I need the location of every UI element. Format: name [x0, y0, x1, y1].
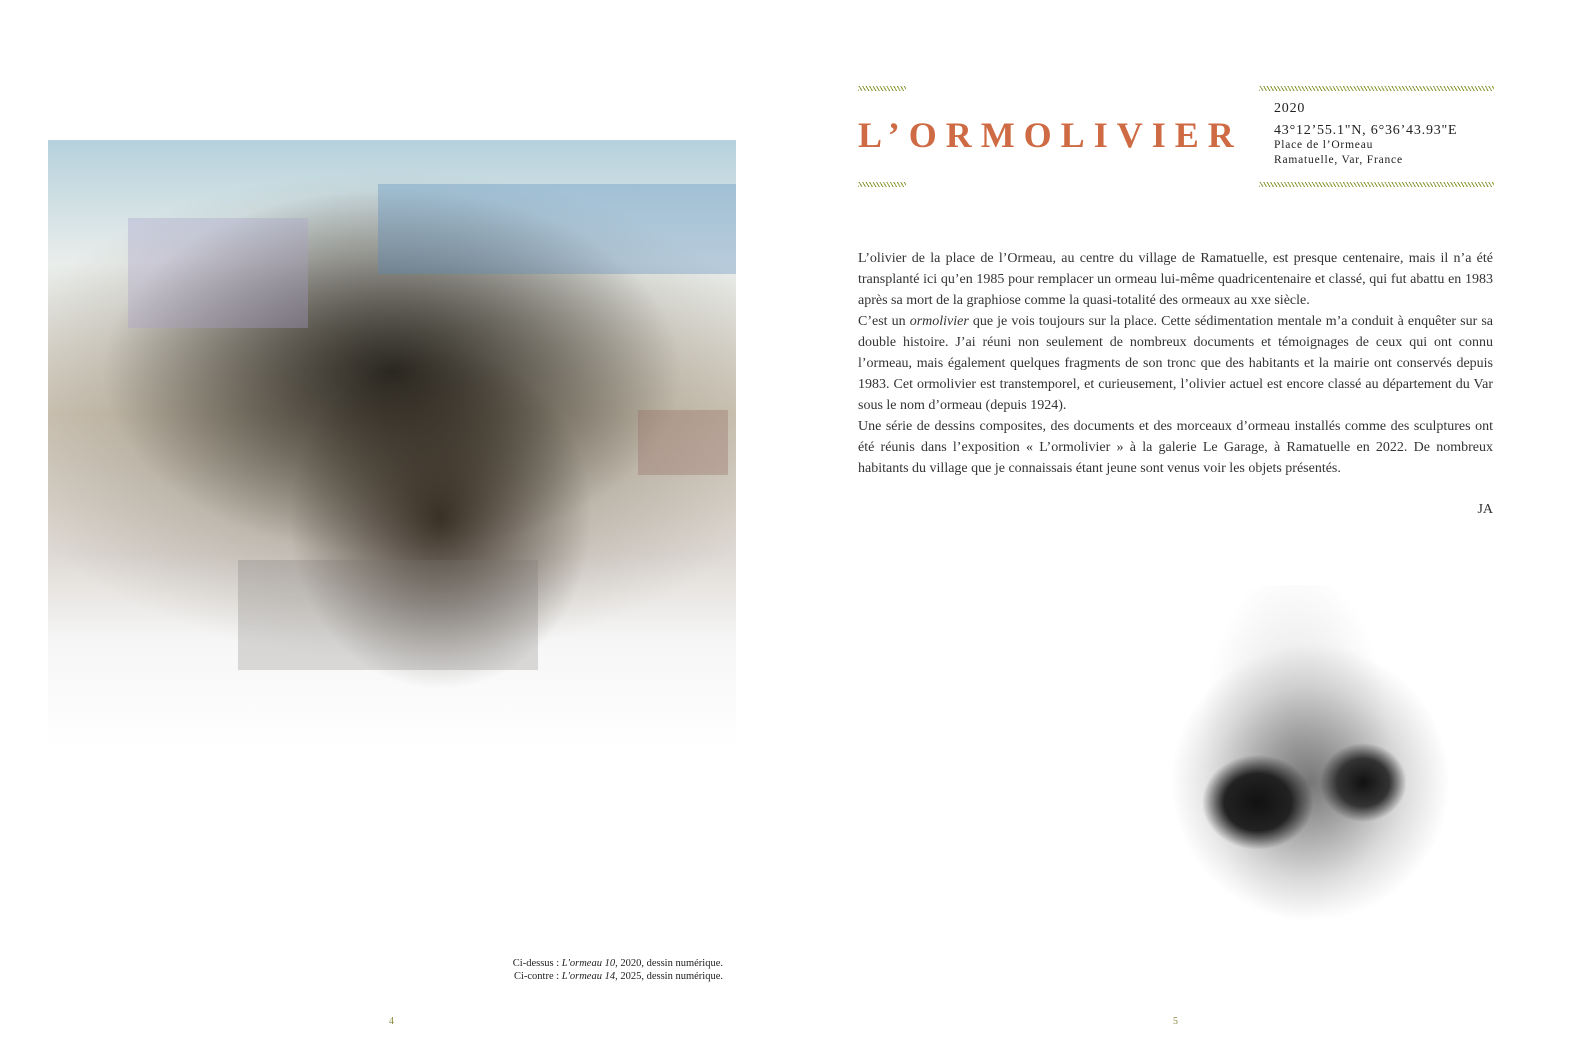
caption-title: L'ormeau 14: [561, 971, 616, 982]
caption-suffix: , 2025, dessin numérique.: [615, 971, 723, 982]
paragraph-text: que je vois toujours sur la place. Cette sédimentation mentale m’a conduit à enquêter sur sa double histoire. J’ai réuni non seulement de nombreux documents et témoignages de ceux qui ont connu l’ormeau, mais également quelques fragments de son tronc que des habitants et la mairie ont conservés depuis 1983. Cet ormolivier est transtemporel, et curieusement, l’olivier actuel est encore classé au département du Var sous le nom d’ormeau (depuis 1924).: [858, 314, 1493, 413]
body-text: [858, 248, 1493, 479]
rule-decoration: [1259, 182, 1494, 187]
caption-line-1: [513, 957, 723, 970]
caption-prefix: Ci-dessus :: [512, 958, 562, 969]
rule-decoration: [1259, 86, 1494, 91]
location: Ramatuelle, Var, France: [1274, 154, 1403, 166]
emphasis-text: ormolivier: [909, 314, 969, 329]
caption-title: L'ormeau 10: [561, 958, 616, 969]
paragraph-2: [858, 311, 1493, 416]
caption-suffix: , 2020, dessin numérique.: [615, 958, 723, 969]
page-number-left: 4: [389, 1016, 394, 1027]
signature: JA: [1477, 502, 1493, 517]
art-layer-left: [128, 218, 308, 328]
caption-prefix: Ci-contre :: [513, 971, 562, 982]
rule-decoration: [858, 182, 906, 187]
paragraph-3: Une série de dessins composites, des documents et des morceaux d’ormeau installés comme des sculptures ont été réunis dans l’exposition « L’ormolivier » à la galerie Le Garage, à Ramatuelle en 2022. De nombreux habitants du village que je connaissais étant jeune sont venus voir les objets présentés.: [858, 419, 1493, 476]
artwork-ormeau-10: [48, 140, 736, 750]
artwork-metadata: [1274, 101, 1457, 168]
paragraph-1: L’olivier de la place de l’Ormeau, au centre du village de Ramatuelle, est presque centenaire, mais il n’a été transplanté ici qu’en 1985 pour remplacer un ormeau lui-même quadricentenaire et classé, qui fut abattu en 1983 après sa mort de la graphiose comme la quasi-totalité des ormeaux au xxe siècle.: [858, 251, 1493, 308]
coordinates: 43°12’55.1"N, 6°36’43.93"E: [1274, 123, 1458, 138]
page-title: L’ORMOLIVIER: [858, 115, 1243, 155]
art-layer-sign: [638, 410, 728, 475]
place: Place de l’Ormeau: [1274, 139, 1374, 151]
figure-caption: [513, 957, 723, 983]
paragraph-text: C’est un: [858, 314, 910, 329]
page-number-right: 5: [1173, 1016, 1178, 1027]
art-layer-sky: [378, 184, 736, 274]
year: 2020: [1274, 101, 1306, 116]
art-layer-base: [238, 560, 538, 670]
artwork-ormeau-14: [1140, 585, 1450, 980]
rule-decoration: [858, 86, 906, 91]
caption-line-2: [513, 970, 723, 983]
